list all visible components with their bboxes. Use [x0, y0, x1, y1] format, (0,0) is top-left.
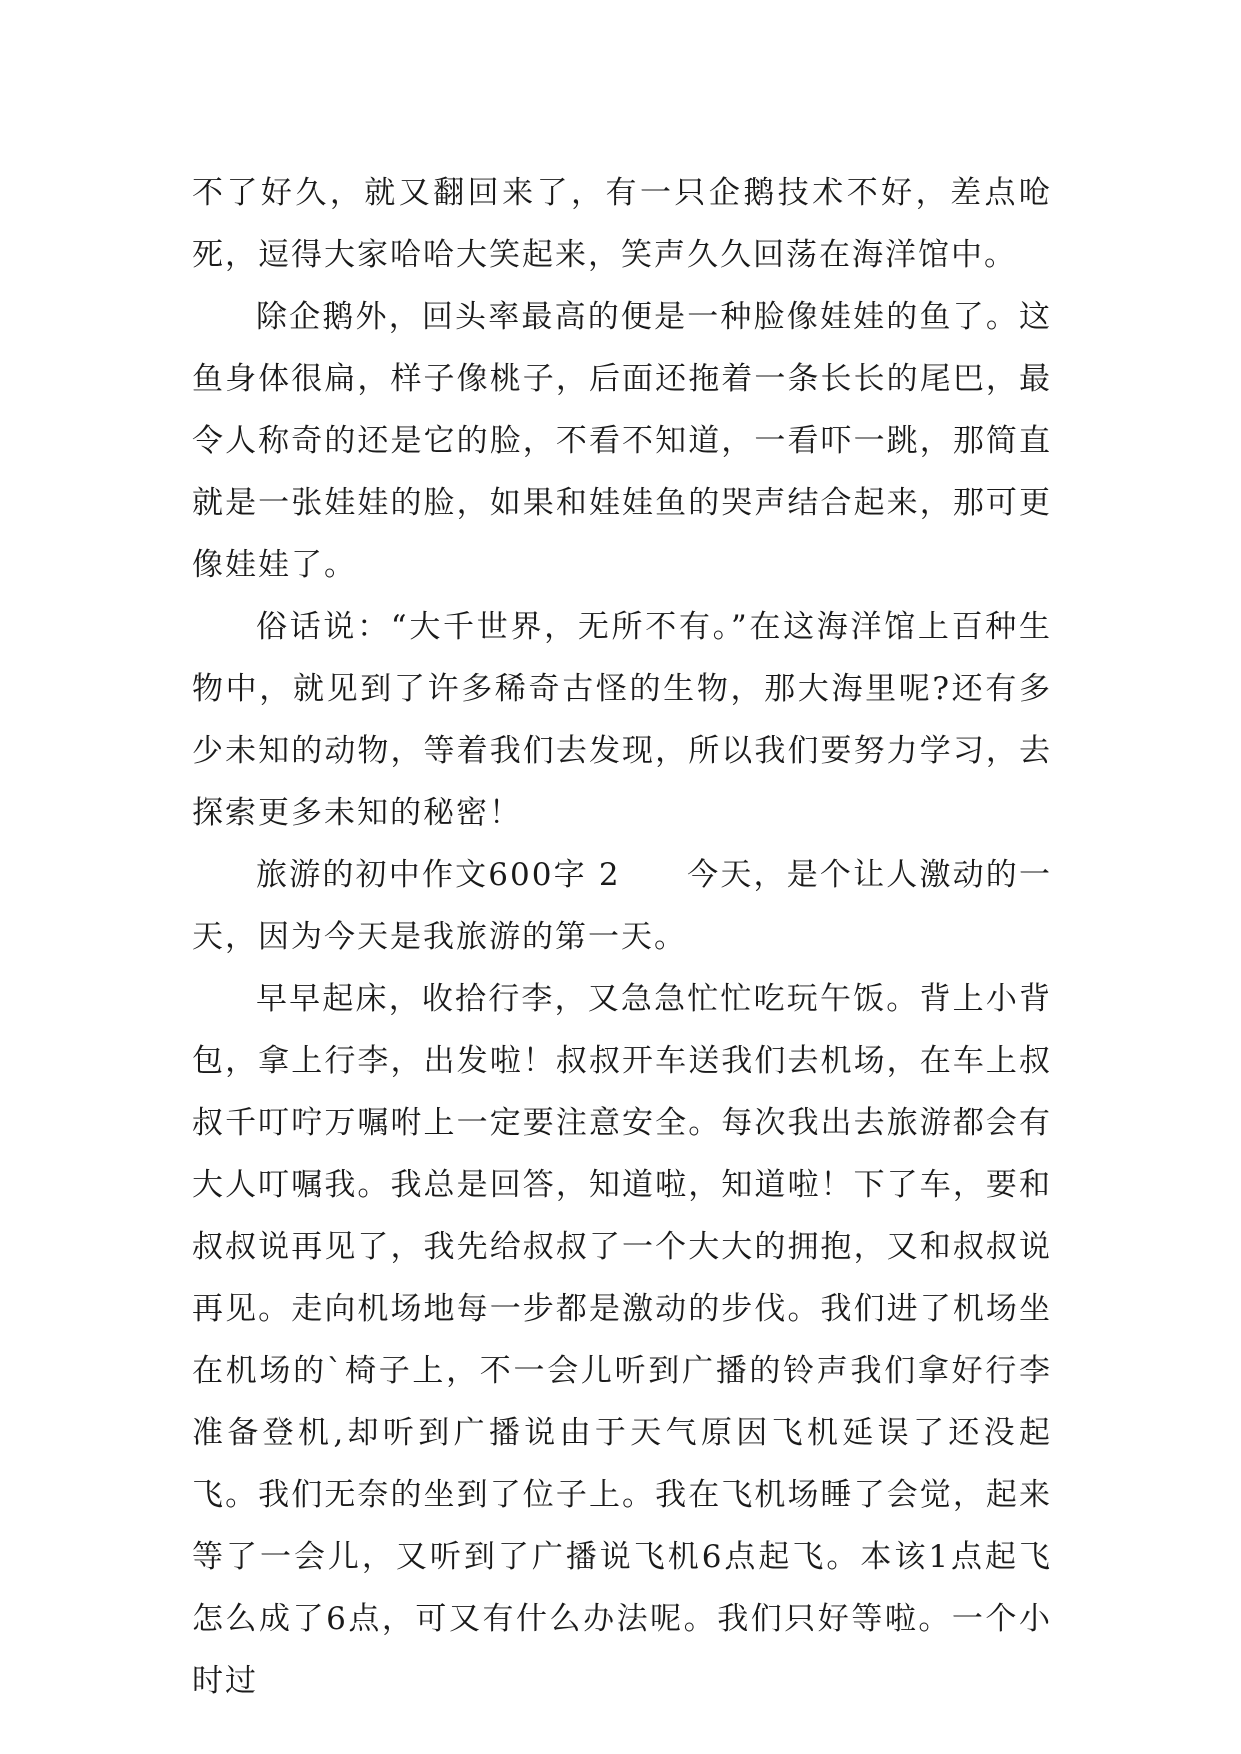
- paragraph: 俗话说：“大千世界，无所不有。”在这海洋馆上百种生物中，就见到了许多稀奇古怪的生物，那大海里呢?还有多少未知的动物，等着我们去发现，所以我们要努力学习，去探索更多未知的秘密！: [192, 609, 1052, 831]
- paragraph: 早早起床，收拾行李，又急急忙忙吃玩午饭。背上小背包，拿上行李，出发啦！叔叔开车送我们去机场，在车上叔叔千叮咛万嘱咐上一定要注意安全。每次我出去旅游都会有大人叮嘱我。我总是回答，知道啦，知道啦！下了车，要和叔叔说再见了，我先给叔叔了一个大大的拥抱，又和叔叔说再见。走向机场地每一步都是激动的步伐。我们进了机场坐在机场的`椅子上，不一会儿听到广播的铃声我们拿好行李准备登机,却听到广播说由于天气原因飞机延误了还没起飞。我们无奈的坐到了位子上。我在飞机场睡了会觉，起来等了一会儿，又听到了广播说飞机6点起飞。本该1点起飞怎么成了6点，可又有什么办法呢。我们只好等啦。一个小时过: [192, 981, 1052, 1699]
- paragraph: 不了好久，就又翻回来了，有一只企鹅技术不好，差点呛死，逗得大家哈哈大笑起来，笑声久久回荡在海洋馆中。: [192, 175, 1052, 273]
- essay-title-paragraph: 旅游的初中作文600字 2 今天，是个让人激动的一天，因为今天是我旅游的第一天。: [192, 857, 1052, 955]
- paragraph: 除企鹅外，回头率最高的便是一种脸像娃娃的鱼了。这鱼身体很扁，样子像桃子，后面还拖着一条长长的尾巴，最令人称奇的还是它的脸，不看不知道，一看吓一跳，那简直就是一张娃娃的脸，如果和娃娃鱼的哭声结合起来，那可更像娃娃了。: [192, 299, 1052, 583]
- essay-body: [192, 162, 1052, 1712]
